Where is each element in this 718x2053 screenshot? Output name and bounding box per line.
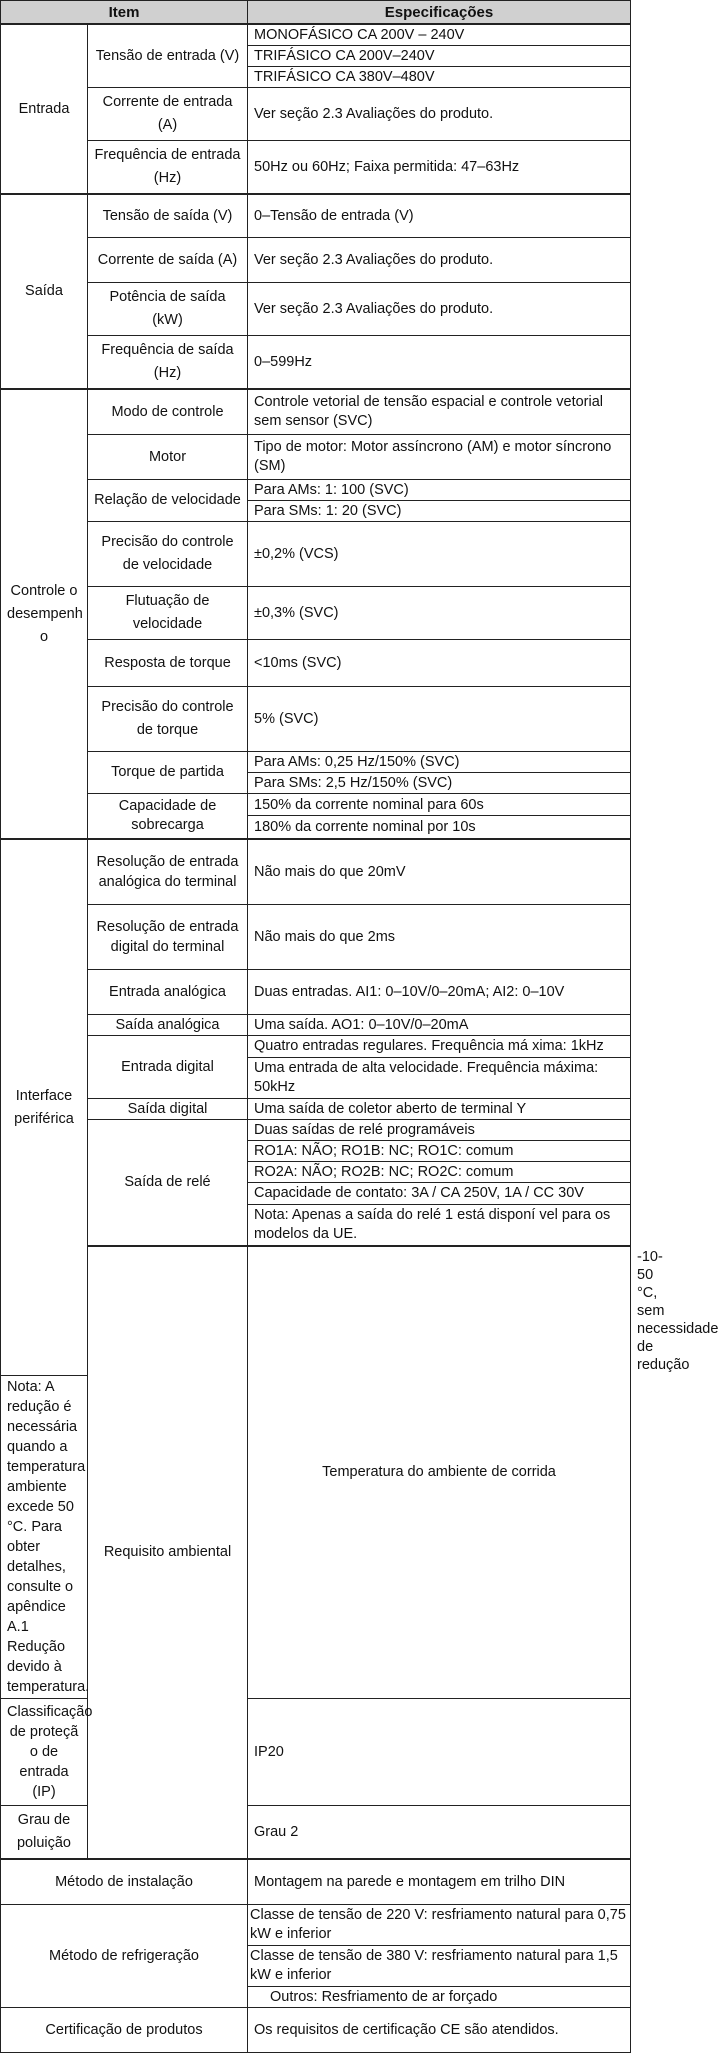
label-tensao-saida: Tensão de saída (V)	[88, 194, 248, 238]
label-sobrecarga: Capacidade de sobrecarga	[88, 794, 248, 840]
label-tensao-entrada: Tensão de entrada (V)	[88, 24, 248, 88]
value-instalacao: Montagem na parede e montagem em trilho DIN	[248, 1859, 631, 1905]
label-poluicao: Grau de poluição	[1, 1806, 88, 1860]
value-modo-controle: Controle vetorial de tensão espacial e controle vetorial sem sensor (SVC)	[248, 389, 631, 435]
table-row	[1, 194, 631, 238]
table-row	[1, 1120, 631, 1141]
table-row	[1, 640, 631, 687]
value-refrigeracao-1: Classe de tensão de 220 V: resfriamento natural para 0,75 kW e inferior	[248, 1905, 631, 1946]
value-refrigeracao-2: Classe de tensão de 380 V: resfriamento natural para 1,5 kW e inferior	[248, 1946, 631, 1987]
label-motor: Motor	[88, 435, 248, 480]
value-partida-2: Para SMs: 2,5 Hz/150% (SVC)	[248, 773, 631, 794]
label-modo-controle: Modo de controle	[88, 389, 248, 435]
value-corrente-saida: Ver seção 2.3 Avaliações do produto.	[248, 238, 631, 283]
table-row	[1, 687, 631, 752]
value-saida-digital: Uma saída de coletor aberto de terminal Y	[248, 1099, 631, 1120]
value-freq-entrada: 50Hz ou 60Hz; Faixa permitida: 47–63Hz	[248, 141, 631, 195]
category-interface: Interface periférica	[1, 839, 88, 1376]
value-potencia-saida: Ver seção 2.3 Avaliações do produto.	[248, 283, 631, 336]
value-tensao-saida: 0–Tensão de entrada (V)	[248, 194, 631, 238]
table-header-row	[1, 1, 631, 25]
table-row	[1, 587, 631, 640]
table-row	[1, 1099, 631, 1120]
value-precisao-torque: 5% (SVC)	[248, 687, 631, 752]
value-refrigeracao-3: Outros: Resfriamento de ar forçado	[248, 1987, 631, 2008]
label-refrigeracao: Método de refrigeração	[1, 1905, 248, 2008]
table-row	[1, 480, 631, 501]
value-rele-2: RO1A: NÃO; RO1B: NC; RO1C: comum	[248, 1141, 631, 1162]
value-ip: IP20	[248, 1699, 631, 1806]
table-row	[1, 283, 631, 336]
label-relacao-velocidade: Relação de velocidade	[88, 480, 248, 522]
value-certificacao: Os requisitos de certificação CE são atendidos.	[248, 2008, 631, 2053]
table-row	[1, 88, 631, 141]
value-tensao-entrada-3: TRIFÁSICO CA 380V–480V	[248, 67, 631, 88]
table-row	[1, 2008, 631, 2053]
value-poluicao: Grau 2	[248, 1806, 631, 1860]
label-certificacao: Certificação de produtos	[1, 2008, 248, 2053]
label-res-digital: Resolução de entrada digital do terminal	[88, 905, 248, 970]
value-corrente-entrada: Ver seção 2.3 Avaliações do produto.	[248, 88, 631, 141]
value-resposta-torque: <10ms (SVC)	[248, 640, 631, 687]
table-row	[1, 141, 631, 195]
label-potencia-saida: Potência de saída (kW)	[88, 283, 248, 336]
value-rele-5: Nota: Apenas a saída do relé 1 está disponí vel para os modelos da UE.	[248, 1205, 631, 1247]
value-relacao-1: Para AMs: 1: 100 (SVC)	[248, 480, 631, 501]
table-row: Requisito ambiental Temperatura do ambiente de corrida -10-50 °C, sem necessidade de redução	[1, 1246, 631, 1376]
table-row	[1, 970, 631, 1015]
table-row	[1, 794, 631, 816]
category-entrada: Entrada	[1, 24, 88, 194]
table-row	[1, 839, 631, 905]
value-saida-analogica: Uma saída. AO1: 0–10V/0–20mA	[248, 1015, 631, 1036]
table-row	[1, 435, 631, 480]
label-saida-analogica: Saída analógica	[88, 1015, 248, 1036]
table-row	[1, 24, 631, 46]
value-entrada-analogica: Duas entradas. AI1: 0–10V/0–20mA; AI2: 0–10V	[248, 970, 631, 1015]
table-row	[1, 1859, 631, 1905]
label-saida-rele: Saída de relé	[88, 1120, 248, 1247]
table-row	[1, 389, 631, 435]
value-tensao-entrada-2: TRIFÁSICO CA 200V–240V	[248, 46, 631, 67]
label-res-analogica: Resolução de entrada analógica do terminal	[88, 839, 248, 905]
table-row	[1, 752, 631, 773]
label-precisao-velocidade: Precisão do controle de velocidade	[88, 522, 248, 587]
label-flutuacao: Flutuação de velocidade	[88, 587, 248, 640]
label-freq-saida: Frequência de saída (Hz)	[88, 336, 248, 390]
category-controle: Controle o desempenh o	[1, 389, 88, 839]
value-flutuacao: ±0,3% (SVC)	[248, 587, 631, 640]
label-corrente-saida: Corrente de saída (A)	[88, 238, 248, 283]
table-row	[1, 336, 631, 390]
label-torque-partida: Torque de partida	[88, 752, 248, 794]
label-saida-digital: Saída digital	[88, 1099, 248, 1120]
label-temperatura: Temperatura do ambiente de corrida	[248, 1246, 631, 1699]
table-row	[1, 1905, 631, 1946]
value-rele-4: Capacidade de contato: 3A / CA 250V, 1A / CC 30V	[248, 1183, 631, 1205]
value-partida-1: Para AMs: 0,25 Hz/150% (SVC)	[248, 752, 631, 773]
value-relacao-2: Para SMs: 1: 20 (SVC)	[248, 501, 631, 522]
value-motor: Tipo de motor: Motor assíncrono (AM) e motor síncrono (SM)	[248, 435, 631, 480]
table-row	[1, 238, 631, 283]
value-precisao-velocidade: ±0,2% (VCS)	[248, 522, 631, 587]
value-res-analogica: Não mais do que 20mV	[248, 839, 631, 905]
category-saida: Saída	[1, 194, 88, 389]
value-rele-1: Duas saídas de relé programáveis	[248, 1120, 631, 1141]
label-freq-entrada: Frequência de entrada (Hz)	[88, 141, 248, 195]
table-row	[1, 1036, 631, 1058]
label-precisao-torque: Precisão do controle de torque	[88, 687, 248, 752]
label-instalacao: Método de instalação	[1, 1859, 248, 1905]
value-sobrecarga-1: 150% da corrente nominal para 60s	[248, 794, 631, 816]
header-item: Item	[1, 1, 248, 25]
table-row	[1, 1015, 631, 1036]
table-row	[1, 522, 631, 587]
value-tensao-entrada-1: MONOFÁSICO CA 200V – 240V	[248, 24, 631, 46]
table-row	[1, 905, 631, 970]
value-entrada-digital-1: Quatro entradas regulares. Frequência má xima: 1kHz	[248, 1036, 631, 1058]
category-ambiental: Requisito ambiental	[88, 1246, 248, 1859]
value-res-digital: Não mais do que 2ms	[248, 905, 631, 970]
label-resposta-torque: Resposta de torque	[88, 640, 248, 687]
label-corrente-entrada: Corrente de entrada (A)	[88, 88, 248, 141]
value-entrada-digital-2: Uma entrada de alta velocidade. Frequência máxima: 50kHz	[248, 1058, 631, 1099]
value-temperatura-2: Nota: A redução é necessária quando a temperatura ambiente excede 50 °C. Para obter detalhes, consulte o apêndice A.1 Redução devido à temperatura.	[1, 1376, 88, 1699]
label-ip: Classificação de proteçã o de entrada (IP)	[1, 1699, 88, 1806]
label-entrada-digital: Entrada digital	[88, 1036, 248, 1099]
value-sobrecarga-2: 180% da corrente nominal por 10s	[248, 816, 631, 839]
value-freq-saida: 0–599Hz	[248, 336, 631, 390]
header-spec: Especificações	[248, 1, 631, 25]
value-rele-3: RO2A: NÃO; RO2B: NC; RO2C: comum	[248, 1162, 631, 1183]
label-entrada-analogica: Entrada analógica	[88, 970, 248, 1015]
